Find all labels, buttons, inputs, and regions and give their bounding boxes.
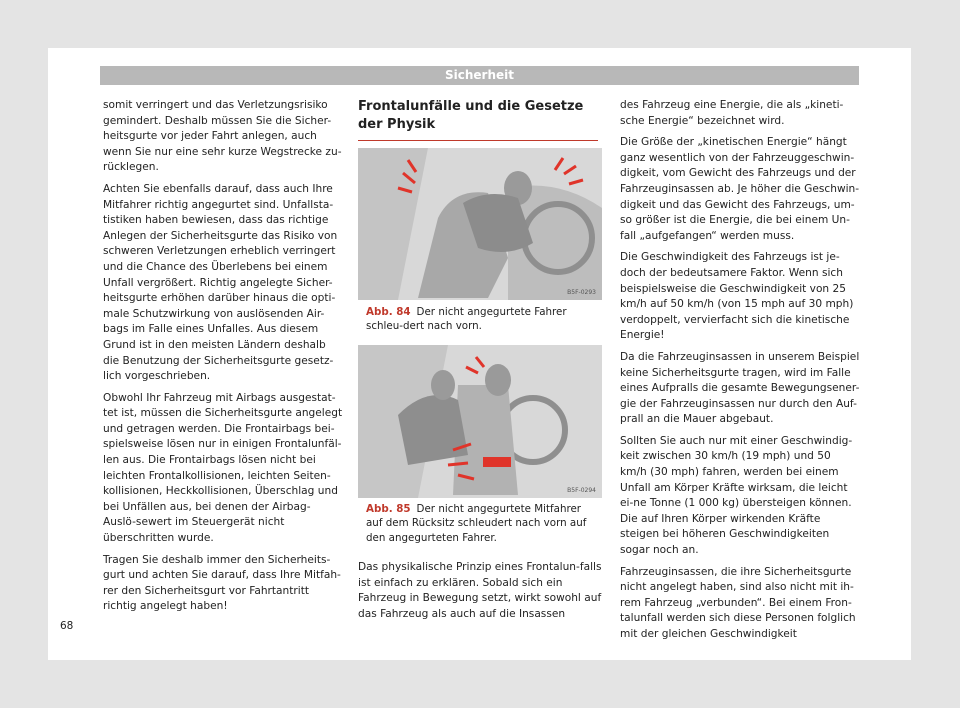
page-header: Sicherheit — [100, 66, 859, 85]
middle-paragraph: Das physikalische Prinzip eines Frontalun-falls ist einfach zu erklären. Sobald sich ein Fahrzeug in Bewegung setzt, wirkt sowohl auf das Fahrzeug als auch auf die Insassen — [358, 561, 602, 620]
paragraph: Tragen Sie deshalb immer den Sicherheits-gurt und achten Sie darauf, dass Ihre Mitfah-rer den Sicherheitsgurt vor Fahrtantritt richtig angelegt haben! — [103, 553, 341, 613]
paragraph: Achten Sie ebenfalls darauf, dass auch Ihre Mitfahrer richtig angegurtet sind. Unfallsta-tistiken haben bewiesen, dass das richtige Anlegen der Sicherheitsgurte das Risiko von schweren Verletzungen erheblich verringert und die Chance des Überlebens bei einem Unfall vergrößert. Richtig angelegte Sicher-heitsgurte erhöhen darüber hinaus die opti-male Schutzwirkung von auslösenden Air-bags im Falle eines Unfalles. Aus diesem Grund ist in den meisten Ländern deshalb die Benutzung der Sicherheitsgurte gesetz-lich vorgeschrieben. — [103, 182, 338, 383]
paragraph: des Fahrzeug eine Energie, die als „kineti-sche Energie“ bezeichnet wird. — [620, 99, 844, 127]
paragraph: Sollten Sie auch nur mit einer Geschwindig-keit zwischen 30 km/h (19 mph) und 50 km/h (30 mph) fahren, werden bei einem Unfall am Körper Kräfte wirksam, die leicht ei-ne Tonne (1 000 kg) übersteigen können. Die auf Ihren Körper wirkenden Kräfte steigen bei höheren Geschwindigkeiten sogar noch an. — [620, 434, 853, 557]
paragraph: Obwohl Ihr Fahrzeug mit Airbags ausgestat-tet ist, müssen die Sicherheitsgurte angelegt und getragen werden. Die Frontairbags bei-spielsweise lösen nur in einigen Frontalunfäl-len aus. Die Frontairbags lösen nicht bei leichten Frontalkollisionen, leichten Seiten-kollisionen, Heckkollisionen, Überschlag und bei Unfällen aus, bei denen der Airbag-Auslö-sewert im Steuergerät nicht überschritten wurde. — [103, 391, 343, 545]
right-column — [620, 98, 860, 649]
paragraph: Die Geschwindigkeit des Fahrzeugs ist je-doch der bedeutsamere Faktor. Wenn sich beispielsweise die Geschwindigkeit von 25 km/h auf 50 km/h (von 15 mph auf 30 mph) verdoppelt, vervierfacht sich die kinetische Energie! — [620, 251, 854, 342]
figure-caption — [366, 502, 598, 545]
figure-code: B5F-0293 — [567, 289, 596, 296]
paragraph: Da die Fahrzeuginsassen in unserem Beispiel keine Sicherheitsgurte tragen, wird im Falle eines Aufpralls die gesamte Bewegungsener-gie der Fahrzeuginsassen nur durch den Auf-prall an die Mauer abgebaut. — [620, 350, 860, 426]
figure-caption-text: Der nicht angegurtete Mitfahrer auf dem Rücksitz schleudert nach vorn auf den angegurteten Fahrer. — [366, 503, 587, 544]
middle-column — [358, 98, 602, 141]
figure-code: B5F-0294 — [567, 487, 596, 494]
figure-label: Abb. 85 — [366, 503, 411, 515]
figure-label: Abb. 84 — [366, 306, 411, 318]
figure-driver-unbelted — [358, 148, 602, 300]
illustration-passenger — [358, 345, 602, 498]
figure-caption — [366, 305, 598, 334]
section-title: Frontalunfälle und die Gesetze der Physik — [358, 98, 598, 141]
paragraph: Die Größe der „kinetischen Energie“ hängt ganz wesentlich von der Fahrzeuggeschwin-digkeit, vom Gewicht des Fahrzeugs und der Fahrzeuginsassen ab. Je höher die Geschwin-digkeit und das Gewicht des Fahrzeugs, um-so größer ist die Energie, die bei einem Un-fall „aufgefangen“ werden muss. — [620, 136, 860, 242]
paragraph: somit verringert und das Verletzungsrisiko gemindert. Deshalb müssen Sie die Sicher-heitsgurte vor jeder Fahrt anlegen, auch wenn Sie nur eine sehr kurze Wegstrecke zu-rücklegen. — [103, 99, 342, 174]
page-number: 68 — [60, 620, 74, 632]
left-column — [103, 98, 343, 621]
paragraph: Fahrzeuginsassen, die ihre Sicherheitsgurte nicht angelegt haben, sind also nicht mit ih-rem Fahrzeug „verbunden“. Bei einem Fron-talunfall werden sich diese Personen folglich mit der gleichen Geschwindigkeit — [620, 565, 856, 640]
figure-passenger-unbelted — [358, 345, 602, 498]
illustration-driver — [358, 148, 602, 300]
figure-caption-text: Der nicht angegurtete Fahrer schleu-dert nach vorn. — [366, 306, 567, 333]
